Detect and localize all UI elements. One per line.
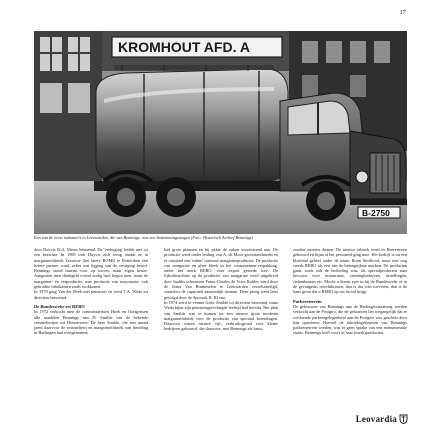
leovardia-logo — [356, 414, 408, 424]
text-column-3 — [293, 247, 407, 336]
license-plate-text: B-2750 — [362, 208, 390, 218]
text-column-1 — [34, 247, 148, 336]
logo-text: Leovardia — [355, 414, 397, 424]
paragraph: In 1970 ging Van der Beek met pensioen en werd T.A. Weda tot directeur benoemd. — [34, 289, 148, 300]
section-heading: Parkeerterrein — [293, 298, 322, 304]
paragraph: In 1972 verkocht men de commissarissen Hoek en Oortgensen alle aandelen Bennings aan D. Smilde van de bekende vetsmelterijen uit Heerenveen. De heer Smilde, die een aantal jaren daarvoor de vetsmelterij en margarinefabriek van Smeding in Harlingen had overgenomen, — [34, 309, 148, 336]
sign-text: KROMHOUT AFD. A — [118, 39, 250, 55]
paragraph: In 1974 werd in vennot Gobr. Smilde tot directeur benoemd, maar Weda bijna zijn pensioengerechtigde leeftijd had bereikt. Het plan van Smilde was te komen tot een nieuwe grote moderne margarinefabriek voor de productie van speciaal bereidingen. Daarvoor waren nieuwe vijf, verbruiksgrond voor kleine bedrijven gebouwd, die daarvoor, met Bennings als basis, — [164, 299, 278, 332]
paragraph: zouden moeten dienen. De nieuwe fabriek werd in Heerenveen gebouwd en bijna al het personeel ging mee. Het bedrijf is nu een bloeiend geheel onder de naam Romi Smilfood, maar met nog steeds REBO als een van de belangrijkste merken. De producten gaan, zoals ook de bedoeling was, als specialproducten naar bescorst voor restaurants, cateringbedrijven, instellingen, ziekenhuizen etc. Mocht u dienst zeer in bij de Bundeswehr of in de gevangenis terechtkomen, dan is dat 'niet toeveren, dan is de kans groot dat u REBO op uw brood krijgt. — [293, 247, 407, 295]
paragraph: door Duyvis W.A. Meurs benoemd. De 'verhoging' leidde niet tot een bezwaar. In 1969 trok Duyvis zich terug omdat ze in margarinefabriek Zeeuwse (het latere ROMI) te Rotterdam een betere partner vond, zeker wat ligging van de vestiging betrof. Bennings stond daarna voor op succes, maar eigen keuze. Aangezien men drinkgeld overal nodig had, begon men, naast de margarine- en vetproductie, met productie van mayonaise, ook gebruikte fabrikanten zoals rookbonen. — [34, 247, 148, 290]
paragraph: had grote plannen en bij pakte de zaken voortvarend aan. De productie werd onder leiding van A. de Moor grootstandmerkt en er ontstond een 'inline' continue margarineproductie. De productie van margarine en ghee bleek in het consumenten-verpakking, onder het merk REBO, voor export gereede fore. De fijkvalmachine op de productie van margarine werd uitgebreid door Inaltks schoonsen Franz Charles de Vries Robles werd door de firma Van Brummelen te Leeuwarden verzelstandigd, waardoor de capaciteit aanzienlijk toenam. Deze ploeg werd later gevolgd door de Spoorok II, III enz. — [164, 247, 278, 300]
photo-caption: Een van de eerst tankauto's in Leeuwarden, die van Bennings, was een bestemmingswagen (Foto: Historisch Archief Bennings) — [34, 235, 253, 240]
crest-icon — [399, 414, 408, 424]
historic-truck-photo — [34, 31, 407, 234]
truck-illustration — [34, 31, 407, 234]
paragraph: De gebouwen van Bennings aan de Harlingerstraatweg werden verkocht aan de Postgiro, die de gebouwen liet toegangelijk dat er voldoende parkeergelegenheid aan de Postgiro was geschikt door kan oprichten; Hoewel de fabrieksgebouwen van Bennings parkeerterrein werden, was er geen sprake van een monumentale status. Bennings leeft voort in haar (merk)producten. — [293, 303, 407, 336]
section-heading: De Bundeswehr eet REBO — [34, 303, 85, 309]
page-number: 17 — [399, 9, 406, 16]
text-column-2 — [164, 247, 278, 332]
